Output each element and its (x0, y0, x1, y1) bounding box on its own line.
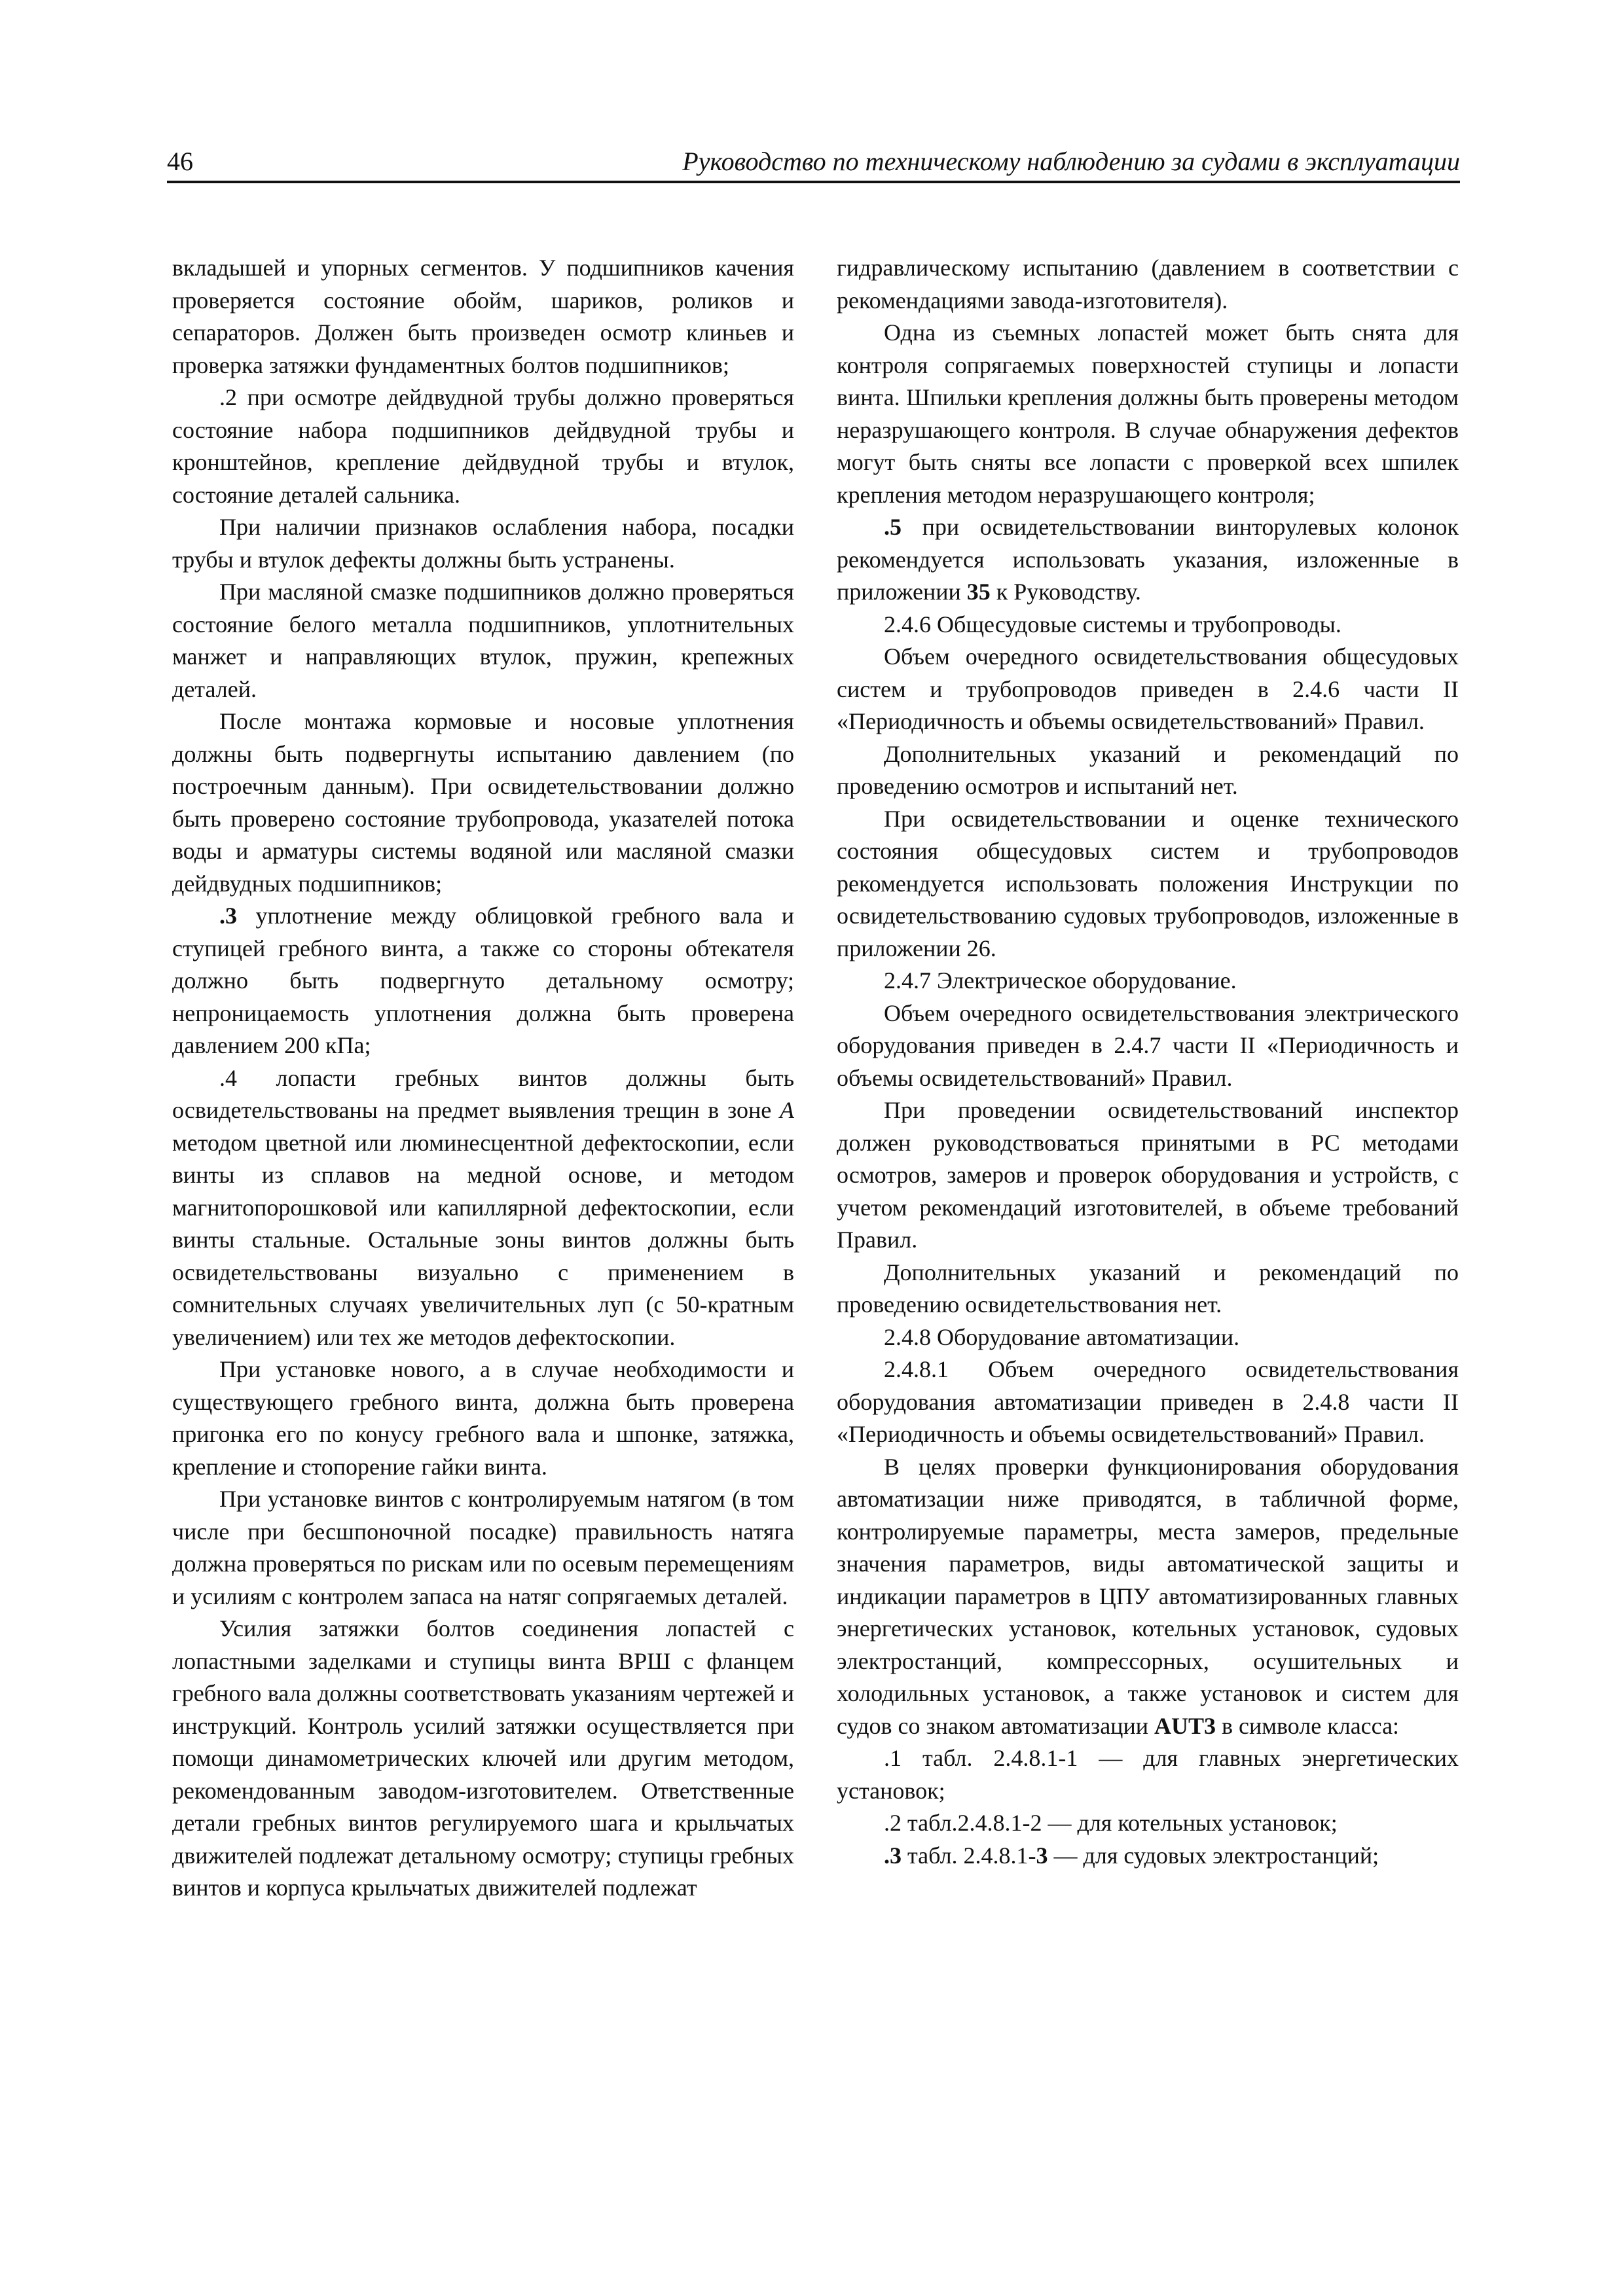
paragraph: .4 лопасти гребных винтов должны быть освидетельствованы на предмет выявления трещин в зоне А методом цветной или люминесцентной дефектоскопии, если винты из сплавов на медной основе, и методом магнитопорошковой или капиллярной дефектоскопии, если винты стальные. Остальные зоны винтов должны быть освидетельствованы визуально с применением в сомнительных случаях увеличительных луп (с 50-кратным увеличением) или тех же методов дефектоскопии. (172, 1064, 794, 1350)
section-heading-2-4-8: 2.4.8 Оборудование автоматизации. (884, 1323, 1240, 1350)
section-heading-2-4-7: 2.4.7 Электрическое оборудование. (884, 967, 1237, 994)
paragraph: вкладышей и упорных сегментов. У подшипников качения проверяется состояние обойм, шариков, роликов и сепараторов. Должен быть произведен осмотр клиньев и проверка затяжки фундаментных болтов подшипников; (172, 255, 794, 378)
paragraph: .3 уплотнение между облицовкой гребного вала и ступицей гребного винта, а также со стороны обтекателя должно быть подвергнуто детальному осмотру; непроницаемость уплотнения должна быть проверена давлением 200 кПа; (172, 903, 794, 1058)
item-number: .3 (219, 903, 237, 929)
right-column (837, 252, 1459, 1872)
automation-sign: AUT3 (1154, 1712, 1216, 1739)
page-number: 46 (167, 147, 193, 176)
paragraph: .5 при освидетельствовании винторулевых колонок рекомендуется использовать указания, изложенные в приложении 35 к Руководству. (837, 514, 1459, 605)
paragraph: При освидетельствовании и оценке технического состояния общесудовых систем и трубопроводов рекомендуется использовать положения Инструкции по освидетельствованию судовых трубопроводов, изложенные в приложении 26. (837, 805, 1459, 961)
section-heading-2-4-6: 2.4.6 Общесудовые системы и трубопроводы. (884, 611, 1341, 637)
paragraph: При масляной смазке подшипников должно проверяться состояние белого металла подшипников, уплотнительных манжет и направляющих втулок, пружин, крепежных деталей. (172, 579, 794, 702)
item-number: .3 (884, 1842, 902, 1869)
paragraph: Объем очередного освидетельствования электрического оборудования приведен в 2.4.7 части II «Периодичность и объемы освидетельствований» Правил. (837, 999, 1459, 1091)
list-item: .3 табл. 2.4.8.1-3 — для судовых электростанций; (884, 1842, 1379, 1869)
list-item: .2 табл.2.4.8.1-2 — для котельных установок; (884, 1810, 1338, 1836)
paragraph: При установке нового, а в случае необходимости и существующего гребного винта, должна быть проверена пригонка его по конусу гребного вала и шпонке, затяжка, крепление и стопорение гайки винта. (172, 1356, 794, 1480)
paragraph: .2 при осмотре дейдвудной трубы должно проверяться состояние набора подшипников дейдвудной трубы и кронштейнов, крепление дейдвудной трубы и втулок, состояние деталей сальника. (172, 384, 794, 508)
item-number: .5 (884, 514, 902, 540)
paragraph: При проведении освидетельствований инспектор должен руководствоваться принятыми в РС методами осмотров, замеров и проверок оборудования и устройств, с учетом рекомендаций изготовителей, в объеме требований Правил. (837, 1097, 1459, 1253)
paragraph: Дополнительных указаний и рекомендаций по проведению осмотров и испытаний нет. (837, 740, 1459, 799)
paragraph: При установке винтов с контролируемым натягом (в том числе при бесшпоночной посадке) правильность натяга должна проверяться по рискам или по осевым перемещениям и усилиям с контролем запаса на натяг сопрягаемых деталей. (172, 1486, 794, 1609)
paragraph: гидравлическому испытанию (давлением в соответствии с рекомендациями завода-изготовителя). (837, 255, 1459, 314)
paragraph: Дополнительных указаний и рекомендаций по проведению освидетельствования нет. (837, 1259, 1459, 1318)
paragraph: Одна из съемных лопастей может быть снята для контроля сопрягаемых поверхностей ступицы и лопасти винта. Шпильки крепления должны быть проверены методом неразрушающего контроля. В случае обнаружения дефектов могут быть сняты все лопасти с проверкой всех шпилек крепления методом неразрушающего контроля; (837, 319, 1459, 508)
paragraph: После монтажа кормовые и носовые уплотнения должны быть подвергнуты испытанию давлением (по построечным данным). При освидетельствовании должно быть проверено состояние трубопровода, указателей потока воды и арматуры системы водяной или масляной смазки дейдвудных подшипников; (172, 708, 794, 897)
paragraph: Объем очередного освидетельствования общесудовых систем и трубопроводов приведен в 2.4.6 части II «Периодичность и объемы освидетельствований» Правил. (837, 643, 1459, 734)
paragraph: 2.4.8.1 Объем очередного освидетельствования оборудования автоматизации приведен в 2.4.8 части II «Периодичность и объемы освидетельствований» Правил. (837, 1356, 1459, 1447)
appendix-number: 35 (966, 579, 991, 605)
list-item: .1 табл. 2.4.8.1-1 — для главных энергетических установок; (837, 1745, 1459, 1804)
page-header (167, 143, 1460, 183)
paragraph: При наличии признаков ослабления набора, посадки трубы и втулок дефекты должны быть устранены. (172, 514, 794, 573)
paragraph: В целях проверки функционирования оборудования автоматизации ниже приводятся, в табличной форме, контролируемые параметры, места замеров, предельные значения параметров, виды автоматической защиты и индикации параметров в ЦПУ автоматизированных главных энергетических установок, котельных установок, судовых электростанций, компрессорных, осушительных и холодильных установок, а также установок и систем для судов со знаком автоматизации AUT3 в символе класса: (837, 1453, 1459, 1739)
left-column (172, 252, 794, 1905)
running-title: Руководство по техническому наблюдению за судами в эксплуатации (682, 147, 1460, 176)
zone-label: А (780, 1097, 794, 1123)
paragraph: Усилия затяжки болтов соединения лопастей с лопастными заделками и ступицы винта ВРШ с фланцем гребного вала должны соответствовать указаниям чертежей и инструкций. Контроль усилий затяжки осуществляется при помощи динамометрических ключей или другим методом, рекомендованным заводом-изготовителем. Ответственные детали гребных винтов регулируемого шага и крыльчатых движителей подлежат детальному осмотру; ступицы гребных винтов и корпуса крыльчатых движителей подлежат (172, 1615, 794, 1901)
